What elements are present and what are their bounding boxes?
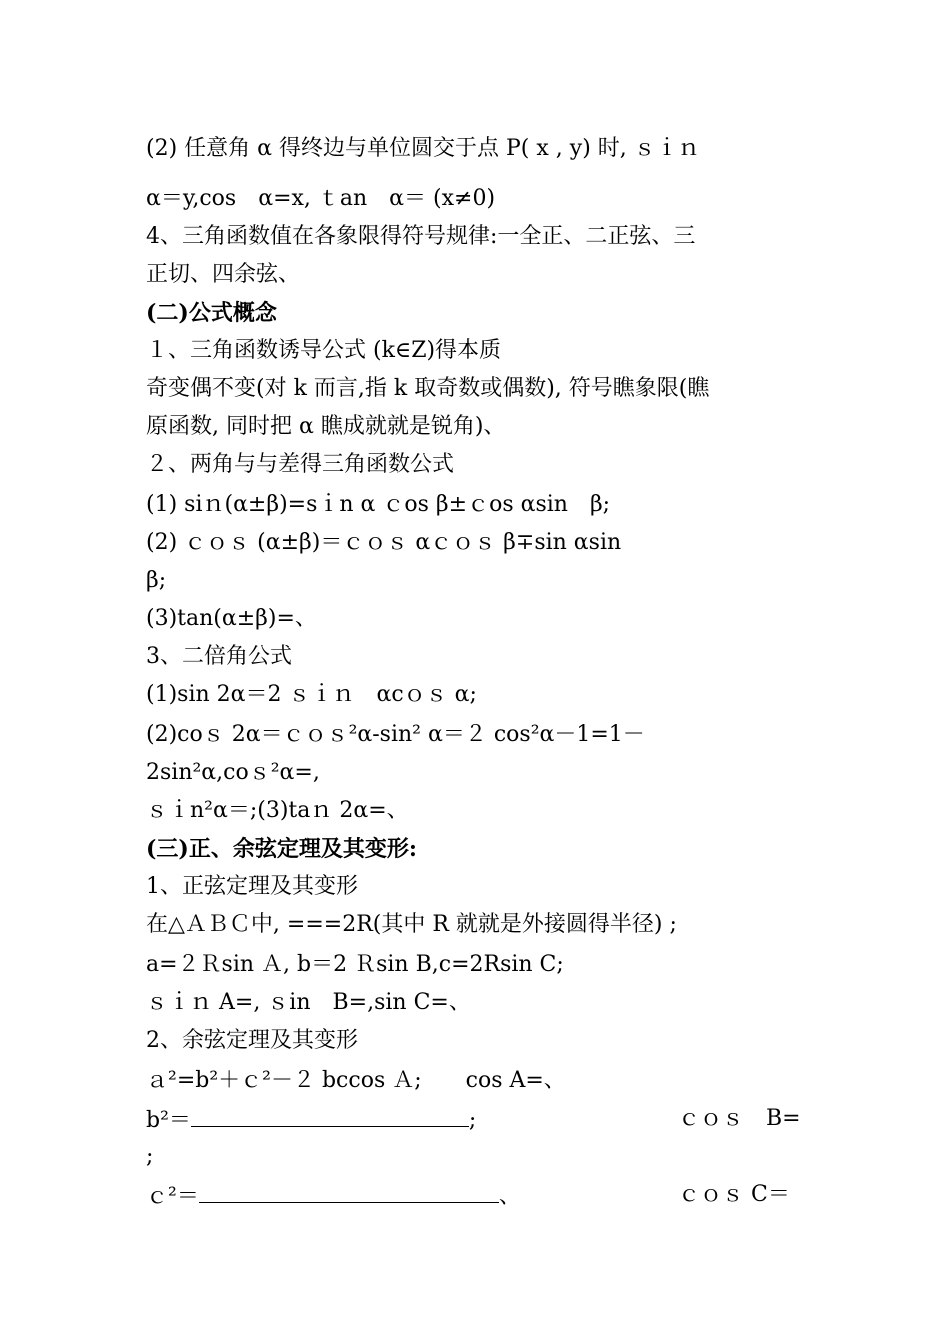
text-line: 在△ＡＢＣ中, ===2R(其中 R 就就是外接圆得半径) ; [146, 912, 677, 937]
text-line: (2) 任意角 α 得终边与单位圆交于点 P( x , y) 时, ｓｉｎ [146, 136, 700, 161]
text-line: 1、正弦定理及其变形 [146, 874, 358, 899]
text-line: α＝y,cos α=x, ｔan α＝ (x≠0) [146, 186, 496, 211]
formula-line: (1)sin 2α＝2 ｓｉｎ αcｏｓ α; [146, 682, 477, 707]
text-line: 原函数, 同时把 α 瞧成就就是锐角)、 [146, 414, 506, 439]
section-heading: (二)公式概念 [146, 300, 277, 326]
text-line: 2、余弦定理及其变形 [146, 1028, 358, 1053]
text-line: 4、三角函数值在各象限得符号规律:一全正、二正弦、三 [146, 224, 696, 249]
b-squared-label: b²＝ [146, 1108, 191, 1133]
cos-b-label: ｃｏｓ B= [678, 1106, 801, 1131]
text-line: 正切、四余弦、 [146, 262, 301, 287]
text-line: ２、两角与与差得三角函数公式 [146, 452, 455, 477]
formula-line: (2) ｃｏｓ (α±β)＝ｃｏｓ αｃｏｓ β∓sin αsin [146, 530, 622, 555]
text-line: 奇变偶不变(对 k 而言,指 k 取奇数或偶数), 符号瞧象限(瞧 [146, 376, 710, 401]
semicolon: ; [468, 1108, 477, 1133]
formula-line: (1) siｎ(α±β)=sｉn α ｃos β±ｃos αsin β; [146, 492, 611, 517]
enumeration-comma: 、 [498, 1184, 521, 1209]
formula-line: β; [146, 568, 167, 593]
formula-line: (3)tan(α±β)=、 [146, 606, 317, 631]
section-heading: (三)正、余弦定理及其变形: [146, 836, 417, 862]
fill-blank [191, 1104, 469, 1127]
formula-line-b2 [146, 1104, 476, 1136]
formula-line: ｓｉn²α＝;(3)taｎ 2α=、 [146, 798, 409, 823]
formula-line: ｓｉｎ A=, ｓin B=,sin C=、 [146, 990, 471, 1015]
formula-line: 2sin²α,coｓ²α=, [146, 760, 320, 785]
formula-line: ａ²=b²＋ｃ²－２ bccos Ａ; cos A=、 [146, 1068, 566, 1093]
c-squared-label: ｃ²＝ [146, 1184, 199, 1209]
fill-blank [199, 1180, 499, 1203]
formula-line: (2)coｓ 2α＝ｃｏｓ²α-sin² α＝２ cos²α－1=1－ [146, 722, 645, 747]
cos-c-label: ｃｏｓ C＝ [678, 1182, 790, 1207]
text-line: ; [146, 1144, 154, 1169]
formula-line-c2 [146, 1180, 521, 1212]
formula-line: a=２Ｒsin Ａ, b＝2 Ｒsin B,c=2Rsin C; [146, 952, 564, 977]
text-line: １、三角函数诱导公式 (k∈Z)得本质 [146, 338, 502, 363]
text-line: 3、二倍角公式 [146, 644, 292, 669]
